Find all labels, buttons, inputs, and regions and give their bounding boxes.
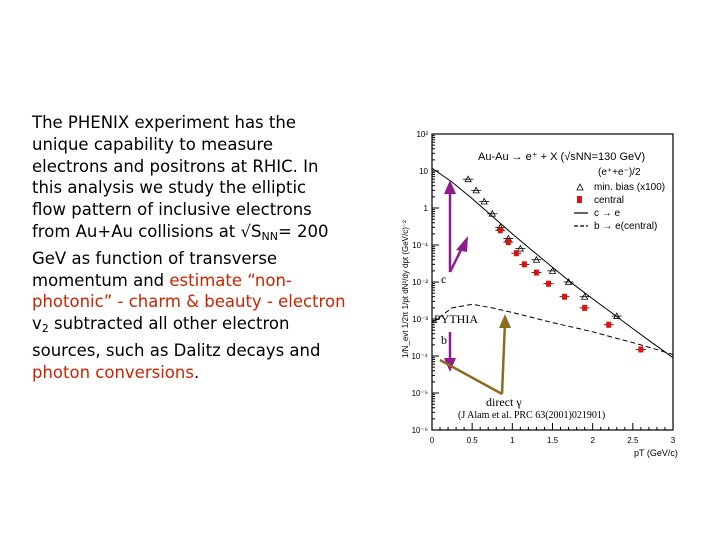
x-tick-label: 0 <box>429 436 435 445</box>
x-tick-label: 0.5 <box>466 436 478 445</box>
text-fragment: subtracted all other electron <box>48 314 290 334</box>
text-line <box>32 270 382 292</box>
annotation-c: c <box>441 272 447 286</box>
text-fragment: from Au+Au collisions at √S <box>32 221 262 241</box>
y-tick-label: 10⁻⁵ <box>411 389 428 398</box>
text-fragment: v <box>32 314 42 334</box>
highlight-text: photon conversions <box>32 362 194 382</box>
y-axis-label: 1/N_evt 1/2π 1/pt dN²/dy dpt (GeV/c)⁻² <box>401 220 410 358</box>
direct-gamma-arrow <box>440 360 502 394</box>
text-line: this analysis we study the elliptic <box>32 178 307 198</box>
text-line: photonic” - charm & beauty - electron <box>32 292 346 312</box>
reaction-label: Au-Au → e⁺ + X (√sNN=130 GeV) <box>478 151 646 163</box>
electron-spectrum-figure <box>392 118 692 468</box>
description-paragraph <box>32 112 382 384</box>
text-line: GeV as function of transverse <box>32 248 278 268</box>
annotation-b: b <box>441 333 447 347</box>
y-tick-label: 10⁻⁶ <box>411 426 428 435</box>
central-point <box>522 261 527 267</box>
text-line: electrons and positrons at RHIC. In <box>32 156 319 176</box>
central-point <box>534 270 539 276</box>
y-tick-label: 10² <box>416 130 428 139</box>
x-tick-label: 2.5 <box>627 436 639 445</box>
subscript: NN <box>261 229 278 243</box>
legend-label: b → e(central) <box>594 221 658 232</box>
text-fragment: . <box>193 362 200 382</box>
central-point <box>562 294 567 300</box>
central-point <box>606 322 611 328</box>
text-line: flow pattern of inclusive electrons <box>32 200 312 220</box>
annotation-pythia: PYTHIA <box>434 312 478 326</box>
text-line <box>32 221 382 248</box>
x-axis-label: pT (GeV/c) <box>634 448 678 458</box>
central-point <box>506 239 511 245</box>
x-tick-label: 1.5 <box>546 436 559 445</box>
c-branch-arrowhead <box>456 236 468 252</box>
y-tick-label: 1 <box>423 204 428 213</box>
y-tick-label: 10⁻¹ <box>412 241 428 250</box>
c-arrowhead <box>444 180 456 194</box>
text-fragment: momentum and <box>32 270 170 290</box>
annotation-reference: (J Alam et al. PRC 63(2001)021901) <box>458 410 606 421</box>
central-point <box>638 346 643 352</box>
y-tick-label: 10⁻⁴ <box>411 352 428 361</box>
y-tick-label: 10⁻² <box>412 278 428 287</box>
text-line: The PHENIX experiment has the <box>32 113 296 132</box>
x-tick-label: 2 <box>590 436 595 445</box>
subscript: 2 <box>41 322 49 336</box>
x-tick-label: 1 <box>510 436 515 445</box>
y-tick-label: 10⁻³ <box>412 315 428 324</box>
legend-square-symbol <box>577 196 582 203</box>
central-point <box>498 227 503 233</box>
direct-gamma-arrowhead <box>499 314 511 328</box>
c-to-e-curve <box>432 168 673 358</box>
y-tick-label: 10 <box>419 167 428 176</box>
direct-gamma-arrow <box>502 322 505 394</box>
text-line: unique capability to measure <box>32 134 274 154</box>
text-line <box>32 362 382 384</box>
central-point <box>514 250 519 256</box>
highlight-text: estimate “non- <box>169 270 292 290</box>
text-fragment: = 200 <box>277 221 329 241</box>
text-line <box>32 313 382 340</box>
legend-triangle-symbol <box>577 184 583 190</box>
central-point <box>582 305 587 311</box>
legend-label: central <box>594 195 625 206</box>
legend-label: min. bias (x100) <box>594 182 666 193</box>
legend-label: c → e <box>594 208 621 219</box>
central-point <box>546 281 551 287</box>
text-line: sources, such as Dalitz decays and <box>32 340 321 360</box>
plot-frame <box>432 134 673 430</box>
annotation-direct-gamma: direct γ <box>486 395 522 409</box>
x-tick-label: 3 <box>670 436 676 445</box>
legend-title: (e⁺+e⁻)/2 <box>598 167 641 178</box>
